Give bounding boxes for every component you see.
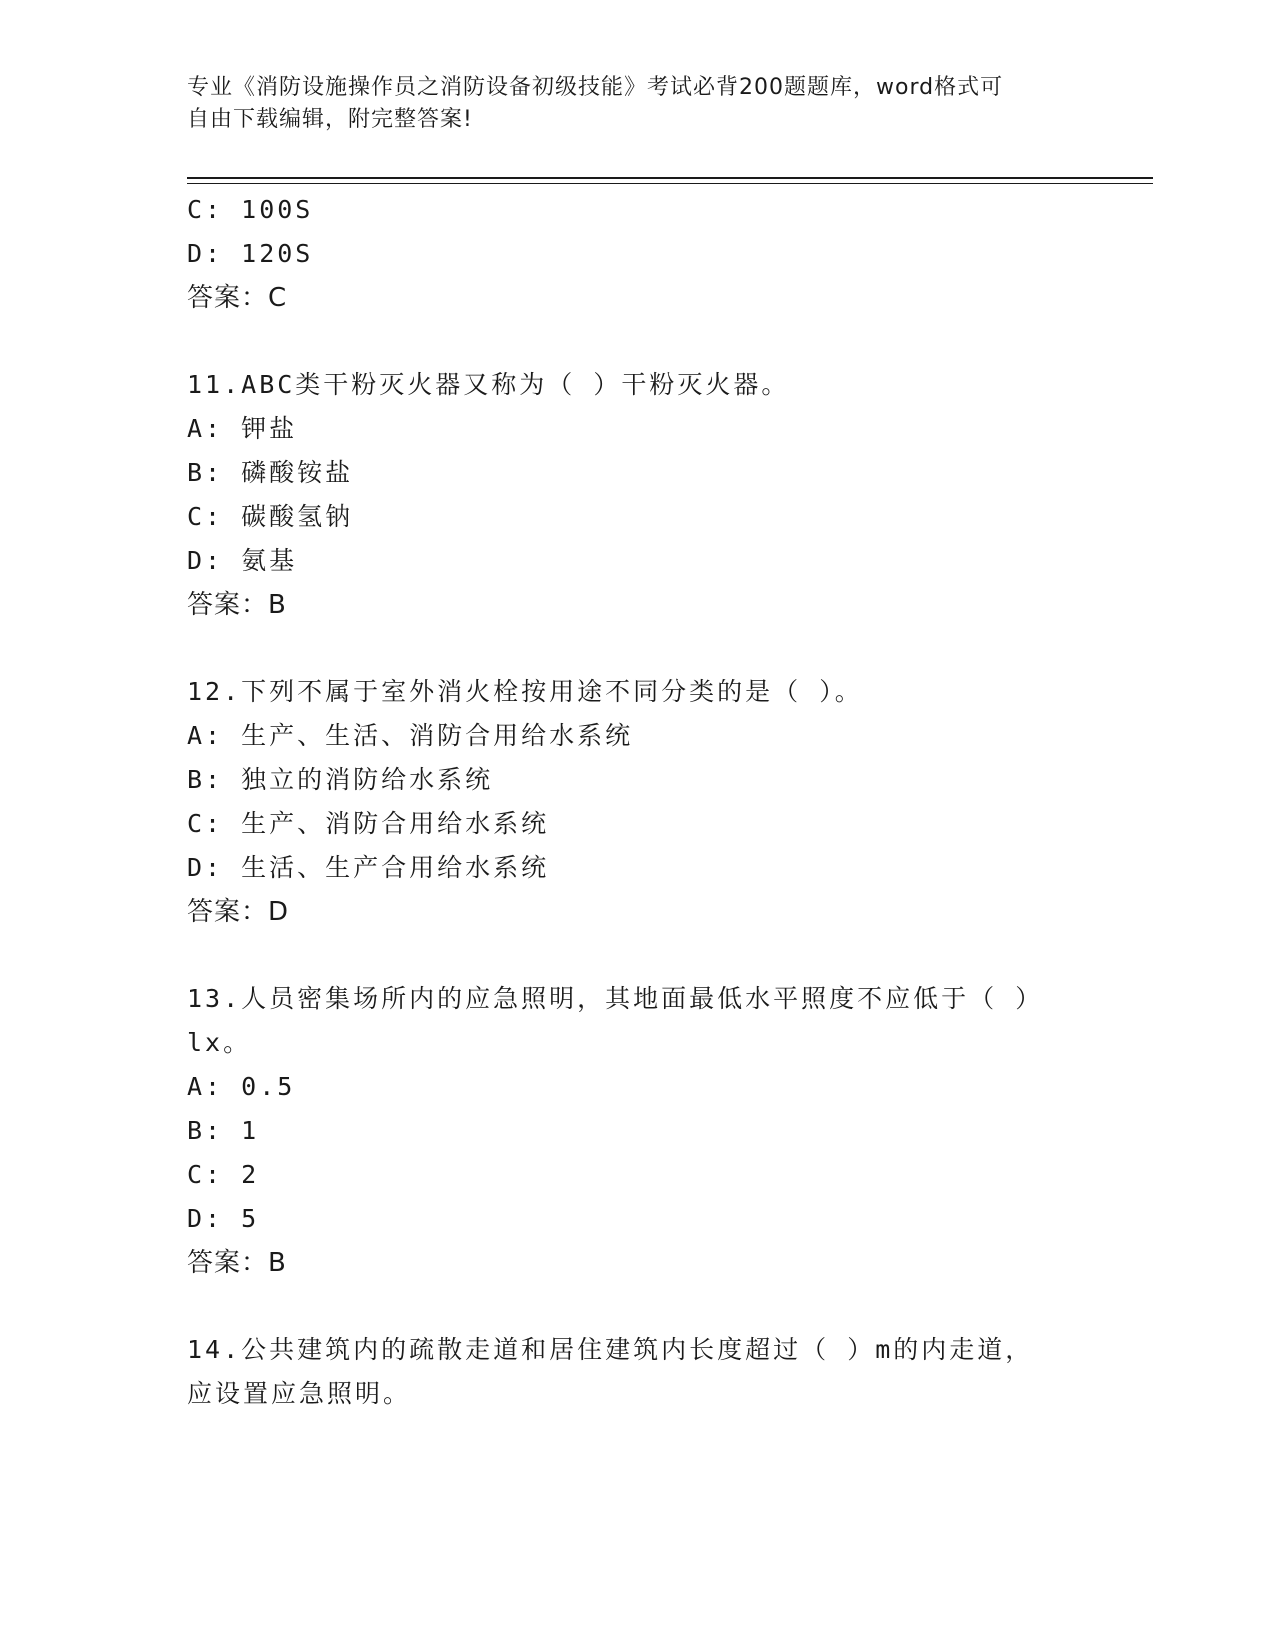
q13-option-c: C: 2 — [187, 1160, 260, 1189]
header-title-line-2: 自由下载编辑，附完整答案! — [187, 107, 473, 132]
q11-option-d: D: 氨基 — [187, 546, 298, 575]
q13-stem-line-2: lx。 — [187, 1028, 252, 1057]
header-divider-thick — [187, 177, 1153, 179]
q14-stem-line-1: 14.公共建筑内的疏散走道和居住建筑内长度超过（ ）m的内走道， — [187, 1335, 1034, 1364]
q12-option-d: D: 生活、生产合用给水系统 — [187, 853, 550, 882]
q11-answer: 答案：B — [187, 590, 287, 620]
q13-stem-line-1: 13.人员密集场所内的应急照明，其地面最低水平照度不应低于（ ） — [187, 984, 1044, 1013]
q11-stem: 11.ABC类干粉灭火器又称为（ ）干粉灭火器。 — [187, 370, 790, 399]
header-divider-thin — [187, 183, 1153, 184]
q13-option-a: A: 0.5 — [187, 1072, 296, 1101]
prev-option-c: C: 100S — [187, 195, 314, 224]
q13-option-b: B: 1 — [187, 1116, 260, 1145]
prev-answer: 答案：C — [187, 283, 288, 313]
q11-option-a: A: 钾盐 — [187, 414, 298, 443]
q13-answer: 答案：B — [187, 1248, 287, 1278]
q12-option-a: A: 生产、生活、消防合用给水系统 — [187, 721, 634, 750]
header-title-line-1: 专业《消防设施操作员之消防设备初级技能》考试必背200题题库，word格式可 — [187, 75, 1004, 100]
q14-stem-line-2: 应设置应急照明。 — [187, 1379, 412, 1408]
q11-option-c: C: 碳酸氢钠 — [187, 502, 354, 531]
q12-answer: 答案：D — [187, 897, 290, 927]
page-header — [187, 72, 1067, 136]
q12-option-c: C: 生产、消防合用给水系统 — [187, 809, 550, 838]
q12-option-b: B: 独立的消防给水系统 — [187, 765, 494, 794]
prev-option-d: D: 120S — [187, 239, 314, 268]
q12-stem: 12.下列不属于室外消火栓按用途不同分类的是（ ）。 — [187, 677, 863, 706]
q13-option-d: D: 5 — [187, 1204, 260, 1233]
q11-option-b: B: 磷酸铵盐 — [187, 458, 354, 487]
